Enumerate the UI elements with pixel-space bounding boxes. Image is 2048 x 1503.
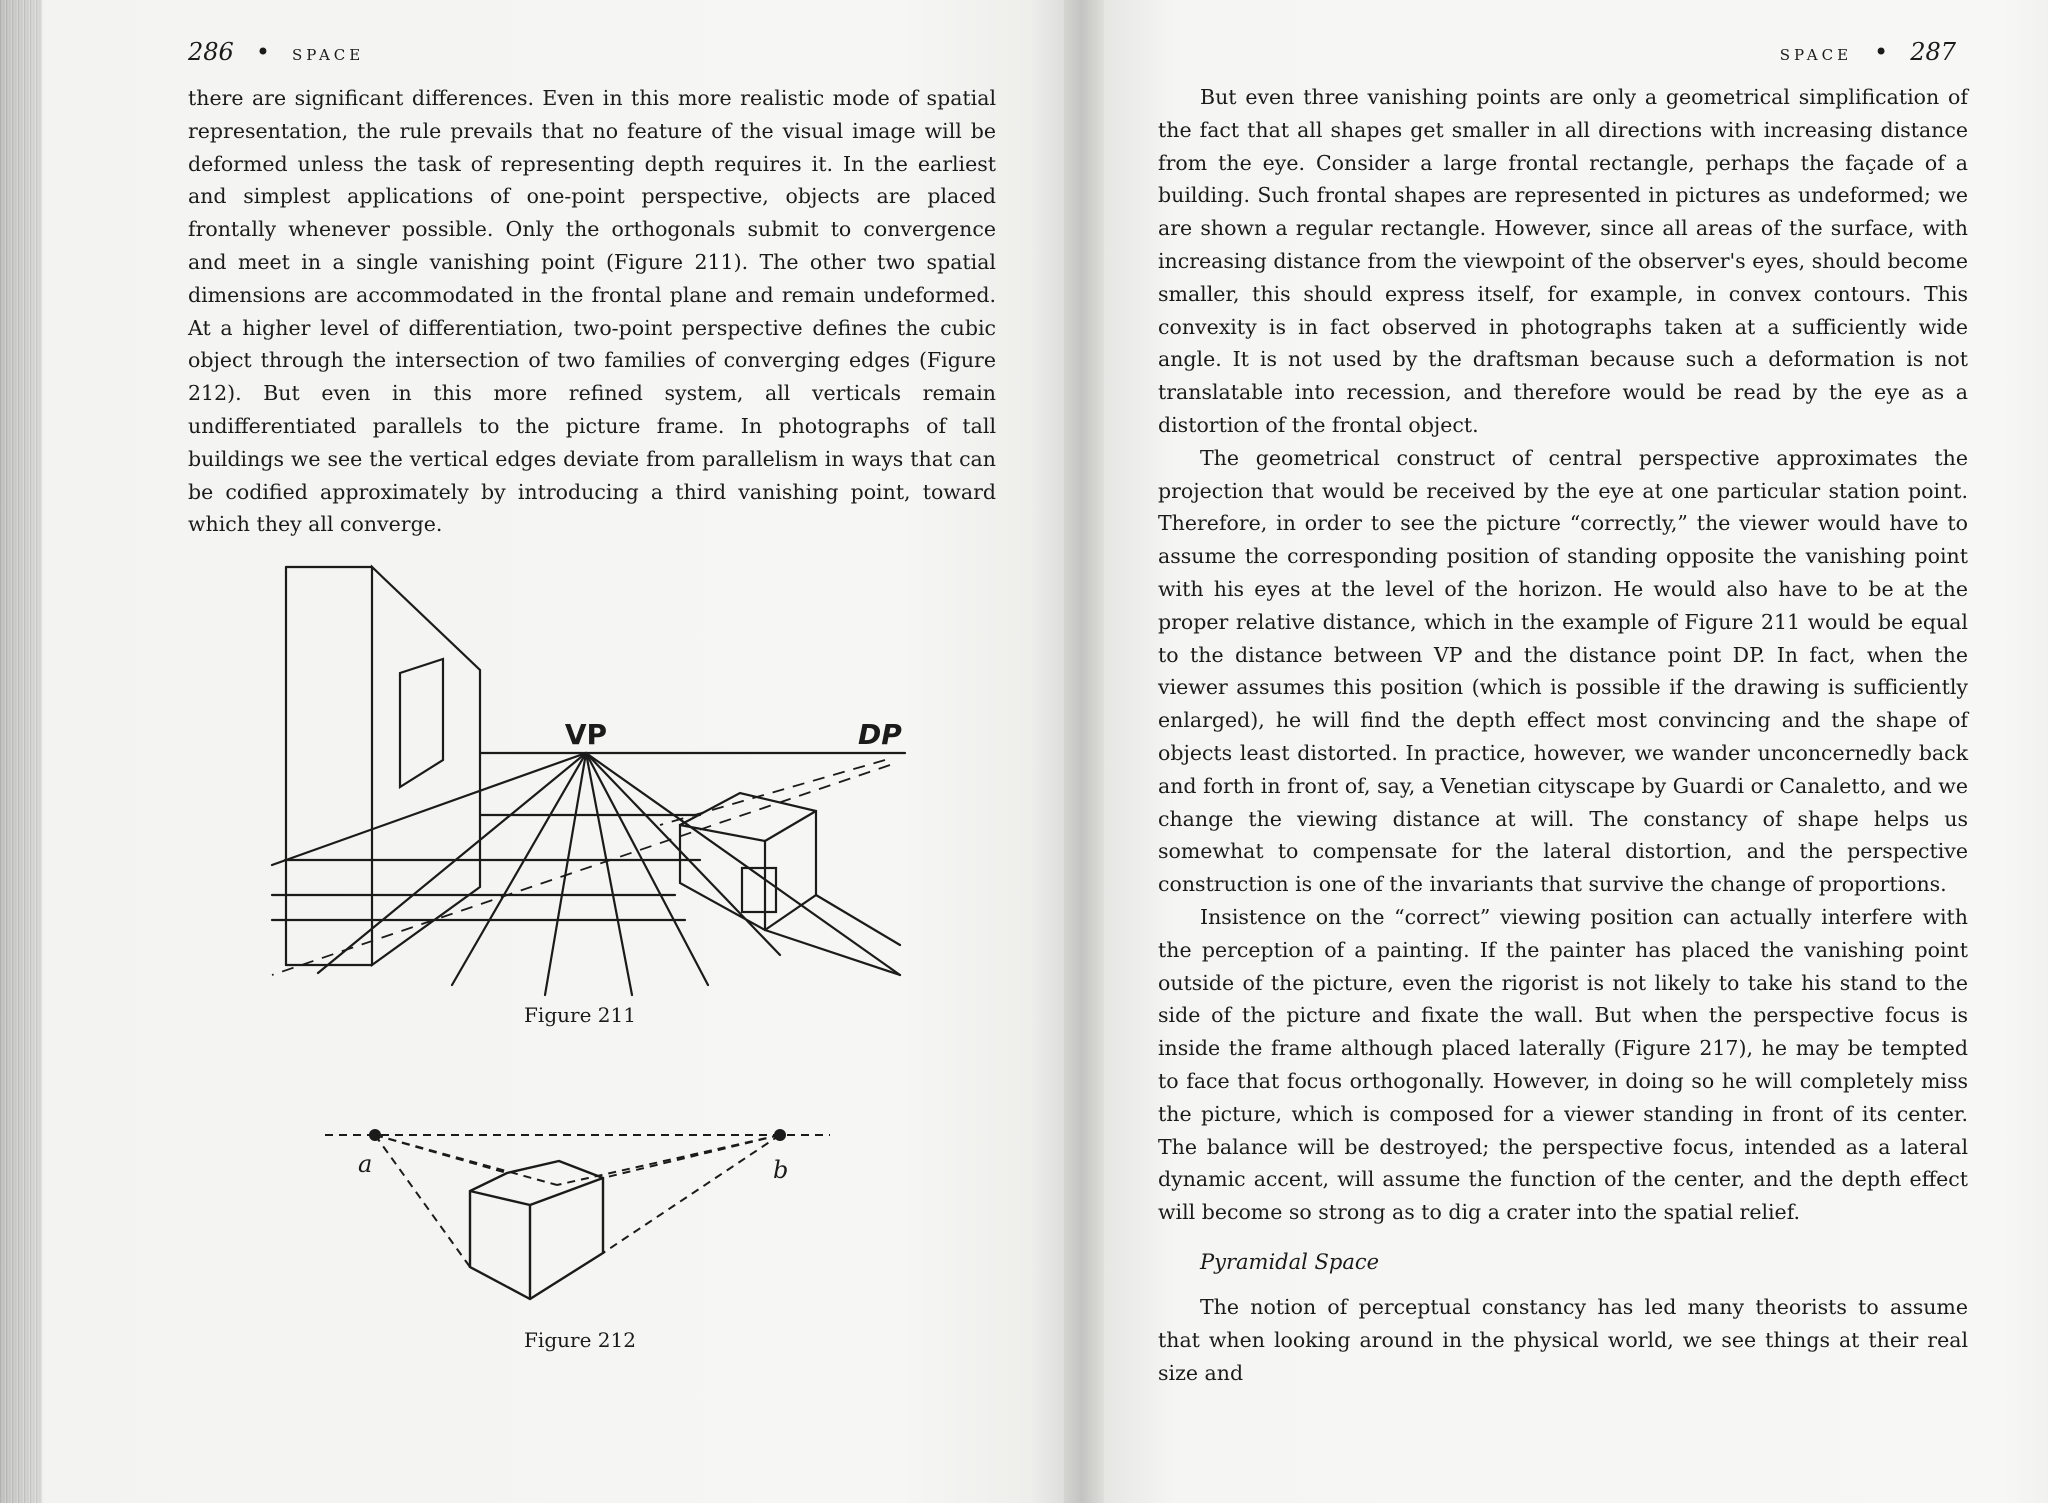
left-page-number: 286 xyxy=(188,38,234,66)
vanishing-point-a xyxy=(369,1129,381,1141)
prism-edge xyxy=(470,1191,530,1205)
label-vp: VP xyxy=(564,718,608,751)
vanishing-dash xyxy=(557,1135,780,1185)
figure-212-two-point-perspective xyxy=(325,1115,845,1315)
cube-edge xyxy=(680,825,765,841)
right-final-text-block xyxy=(1158,1291,1968,1389)
right-head-separator: • xyxy=(1874,38,1889,66)
slab-window xyxy=(400,659,443,787)
vanishing-dash xyxy=(603,1135,780,1253)
left-text-block xyxy=(188,82,996,541)
vanishing-dash xyxy=(375,1135,557,1185)
vanishing-dash xyxy=(603,1135,780,1178)
section-heading-pyramidal-space: Pyramidal Space xyxy=(1200,1250,1380,1274)
slab-side-face xyxy=(372,567,480,965)
cube-edge xyxy=(765,811,816,841)
figure-211-one-point-perspective xyxy=(260,555,920,1000)
diagonal-to-dp xyxy=(272,765,890,975)
left-running-head xyxy=(188,38,364,66)
orthogonal xyxy=(586,753,900,975)
right-final-paragraph: The notion of perceptual constancy has led many theorists to assume that when looking around in the physical world, we see things at their real size and xyxy=(1158,1295,1968,1385)
book-gutter xyxy=(1064,0,1104,1503)
vanishing-dash xyxy=(375,1135,470,1267)
right-page-number: 287 xyxy=(1910,38,1956,66)
label-a: a xyxy=(358,1150,373,1178)
right-text-block xyxy=(1158,81,1968,1229)
cube-recession-line xyxy=(765,930,900,975)
right-paragraph-3: Insistence on the “correct” viewing position can actually interfere with the perception of a painting. If the painter has placed the vanishing point outside of the picture, even the rigorist is not likely to take his stand to the side of the picture and fixate the wall. But when the perspective focus is inside the frame although placed laterally (Figure 217), he may be tempted to face that focus orthogonally. However, in doing so he will completely miss the picture, which is composed for a viewer standing in front of its center. The balance will be destroyed; the perspective focus, intended as a lateral dynamic accent, will assume the function of the center, and the depth effect will become so strong as to dig a crater into the spatial relief. xyxy=(1158,904,1968,1225)
left-running-title: SPACE xyxy=(291,46,365,64)
left-head-separator: • xyxy=(255,38,270,66)
orthogonal xyxy=(586,753,780,955)
right-paragraph-2: The geometrical construct of central perspective approximates the projection that would be received by the eye at one particular station point. Therefore, in order to see the picture “correctly,” the viewer would have to assume the corresponding position of standing opposite the vanishing point with his eyes at the level of the horizon. He would also have to be at the proper relative distance, which in the example of Figure 211 would be equal to the distance between VP and the distance point DP. In fact, when the viewer assumes this position (which is possible if the drawing is sufficiently enlarged), he will find the depth effect most convincing and the shape of objects least distorted. In practice, however, we wander unconcernedly back and forth in front of, say, a Venetian cityscape by Guardi or Canaletto, and we change the viewing distance at will. The constancy of shape helps us somewhat to compensate for the lateral distortion, and the perspective construction is one of the invariants that survive the change of proportions. xyxy=(1158,445,1968,897)
right-running-head xyxy=(1780,38,1956,66)
prism-edge xyxy=(530,1178,603,1205)
orthogonal xyxy=(586,753,632,995)
right-paragraph-1: But even three vanishing points are only a geometrical simplification of the fact that all shapes get smaller in all directions with increasing distance from the eye. Consider a large frontal rectangle, perhaps the façade of a building. Such frontal shapes are represented in pictures as undeformed; we are shown a regular rectangle. However, since all areas of the surface, with increasing distance from the viewpoint of the observer's eyes, should become smaller, this should express itself, for example, in convex contours. This convexity is in fact observed in photographs taken at a sufficiently wide angle. It is not used by the draftsman because such a deformation is not translatable into recession, and therefore would be read by the eye as a distortion of the frontal object. xyxy=(1158,85,1968,437)
figure-212-caption: Figure 212 xyxy=(524,1328,636,1352)
label-dp: DP xyxy=(858,718,902,751)
prism-outline xyxy=(470,1161,603,1299)
right-running-title: SPACE xyxy=(1779,46,1853,64)
label-b: b xyxy=(773,1156,789,1184)
orthogonal xyxy=(586,753,708,985)
diagonal-to-dp xyxy=(660,760,885,825)
right-page xyxy=(1104,0,2048,1503)
left-paragraph: there are significant differences. Even in this more realistic mode of spatial representation, the rule prevails that no feature of the visual image will be deformed unless the task of representing depth requires it. In the earliest and simplest applications of one-point perspective, objects are placed frontally whenever possible. Only the orthogonals submit to convergence and meet in a single vanishing point (Figure 211). The other two spatial dimensions are accommodated in the frontal plane and remain undeformed. At a higher level of differentiation, two-point perspective defines the cubic object through the intersection of two families of converging edges (Figure 212). But even in this more refined system, all verticals remain undifferentiated parallels to the picture frame. In photographs of tall buildings we see the vertical edges deviate from parallelism in ways that can be codified approximately by introducing a third vanishing point, toward which they all converge. xyxy=(188,86,996,537)
page-edges-decoration xyxy=(0,0,42,1503)
orthogonal xyxy=(318,753,586,973)
cube-recession-line xyxy=(816,895,900,945)
figure-211-caption: Figure 211 xyxy=(524,1003,636,1027)
vanishing-point-b xyxy=(774,1129,786,1141)
